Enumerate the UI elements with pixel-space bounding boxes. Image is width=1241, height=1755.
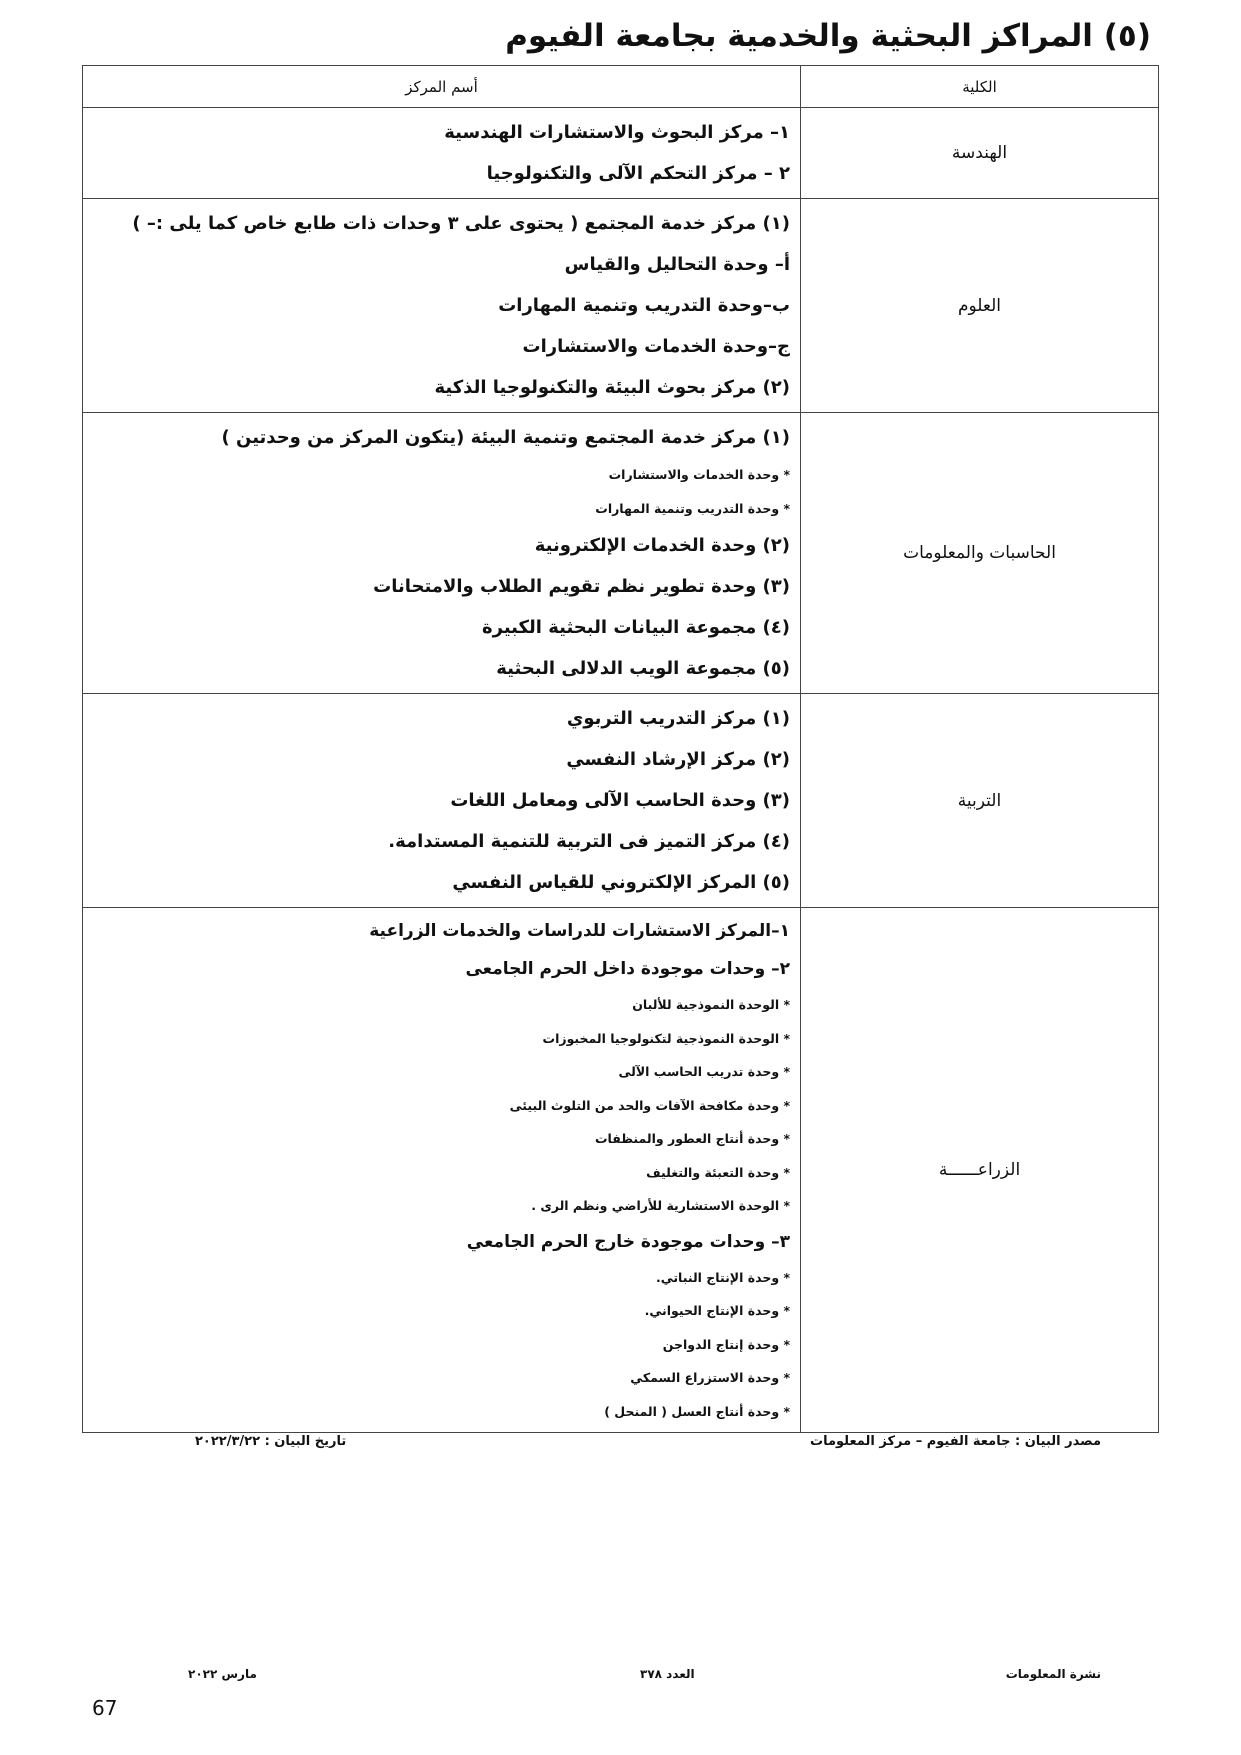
- faculty-cell: الحاسبات والمعلومات: [801, 413, 1159, 694]
- table-body: [83, 108, 1159, 1433]
- center-list-item: (٢) وحدة الخدمات الإلكترونية: [534, 535, 790, 556]
- center-list-item: ج–وحدة الخدمات والاستشارات: [522, 336, 790, 357]
- center-list-item: (١) مركز خدمة المجتمع وتنمية البيئة (يتكون المركز من وحدتين ): [221, 427, 790, 448]
- unit-list-item: * وحدة التعبئة والتغليف: [646, 1164, 790, 1180]
- center-list-item: (٢) مركز بحوث البيئة والتكنولوجيا الذكية: [434, 377, 790, 398]
- unit-list-item: * وحدة مكافحة الآفات والحد من التلوث البيئى: [509, 1097, 790, 1113]
- table-header-row: [83, 66, 1159, 108]
- footer-issue: العدد ٣٧٨: [640, 1667, 695, 1681]
- center-list-item: (٥) مجموعة الويب الدلالى البحثية: [496, 658, 790, 679]
- center-list-item: ١–المركز الاستشارات للدراسات والخدمات الزراعية: [369, 921, 790, 941]
- unit-list-item: * الوحدة النموذجية للألبان: [632, 997, 790, 1012]
- faculty-cell: العلوم: [801, 199, 1159, 413]
- center-list-item: ٢ – مركز التحكم الآلى والتكنولوجيا: [486, 163, 790, 184]
- centers-cell: [83, 199, 801, 413]
- center-list-item: أ– وحدة التحاليل والقياس: [564, 254, 790, 275]
- page-title: (٥) المراكز البحثية والخدمية بجامعة الفيوم: [505, 18, 1151, 54]
- center-list-item: (٣) وحدة الحاسب الآلى ومعامل اللغات: [450, 790, 790, 811]
- unit-list-item: * وحدة التدريب وتنمية المهارات: [595, 500, 790, 516]
- table-row: [83, 413, 1159, 694]
- footer-date: مارس ٢٠٢٢: [188, 1667, 257, 1681]
- unit-list-item: * وحدة الإنتاج النباتي.: [655, 1269, 790, 1285]
- header-center-name: أسم المركز: [83, 66, 801, 108]
- center-list-item: (٤) مجموعة البيانات البحثية الكبيرة: [482, 617, 790, 638]
- center-list-item: (٢) مركز الإرشاد النفسي: [566, 749, 790, 770]
- footer-publication: نشرة المعلومات: [1005, 1667, 1101, 1681]
- centers-cell: [83, 108, 801, 199]
- unit-list-item: * وحدة أنتاج العطور والمنظفات: [594, 1131, 790, 1146]
- faculty-cell: التربية: [801, 694, 1159, 908]
- unit-list-item: * وحدة إنتاج الدواجن: [662, 1336, 790, 1352]
- unit-list-item: * الوحدة الاستشارية للأراضي ونظم الرى .: [531, 1198, 790, 1213]
- unit-list-item: * وحدة الاستزراع السمكي: [630, 1370, 790, 1385]
- page-number: 67: [92, 1696, 118, 1720]
- centers-cell: [83, 413, 801, 694]
- center-list-item: ١– مركز البحوث والاستشارات الهندسية: [444, 122, 790, 143]
- center-list-item: (١) مركز خدمة المجتمع ( يحتوى على ٣ وحدات ذات طابع خاص كما يلى :– ): [132, 213, 790, 234]
- header-faculty: الكلية: [801, 66, 1159, 108]
- unit-list-item: * وحدة الإنتاج الحيواني.: [644, 1303, 790, 1318]
- center-list-item: (١) مركز التدريب التربوي: [566, 708, 790, 729]
- center-list-item: ب–وحدة التدريب وتنمية المهارات: [498, 295, 790, 316]
- table-row: [83, 199, 1159, 413]
- center-list-item: (٣) وحدة تطوير نظم تقويم الطلاب والامتحانات: [373, 576, 790, 597]
- source-note: مصدر البيان : جامعة الفيوم – مركز المعلومات: [810, 1434, 1101, 1449]
- unit-list-item: * وحدة أنتاج العسل ( المنحل ): [604, 1403, 790, 1419]
- table-row: [83, 908, 1159, 1433]
- centers-table: [82, 65, 1159, 1433]
- unit-list-item: * الوحدة النموذجية لتكنولوجيا المخبوزات: [542, 1030, 790, 1046]
- faculty-cell: الزراعــــــة: [801, 908, 1159, 1433]
- center-list-item: ٣– وحدات موجودة خارج الحرم الجامعي: [466, 1231, 790, 1252]
- unit-list-item: * وحدة تدريب الحاسب الآلى: [618, 1064, 790, 1079]
- center-list-item: (٤) مركز التميز فى التربية للتنمية المستدامة.: [388, 831, 790, 852]
- unit-list-item: * وحدة الخدمات والاستشارات: [608, 467, 790, 482]
- table-row: [83, 694, 1159, 908]
- faculty-cell: الهندسة: [801, 108, 1159, 199]
- centers-cell: [83, 694, 801, 908]
- table-row: [83, 108, 1159, 199]
- centers-cell: [83, 908, 801, 1433]
- date-note: تاريخ البيان : ٢٠٢٢/٣/٢٢: [195, 1434, 347, 1449]
- center-list-item: ٢– وحدات موجودة داخل الحرم الجامعى: [465, 959, 790, 979]
- center-list-item: (٥) المركز الإلكتروني للقياس النفسي: [452, 872, 790, 893]
